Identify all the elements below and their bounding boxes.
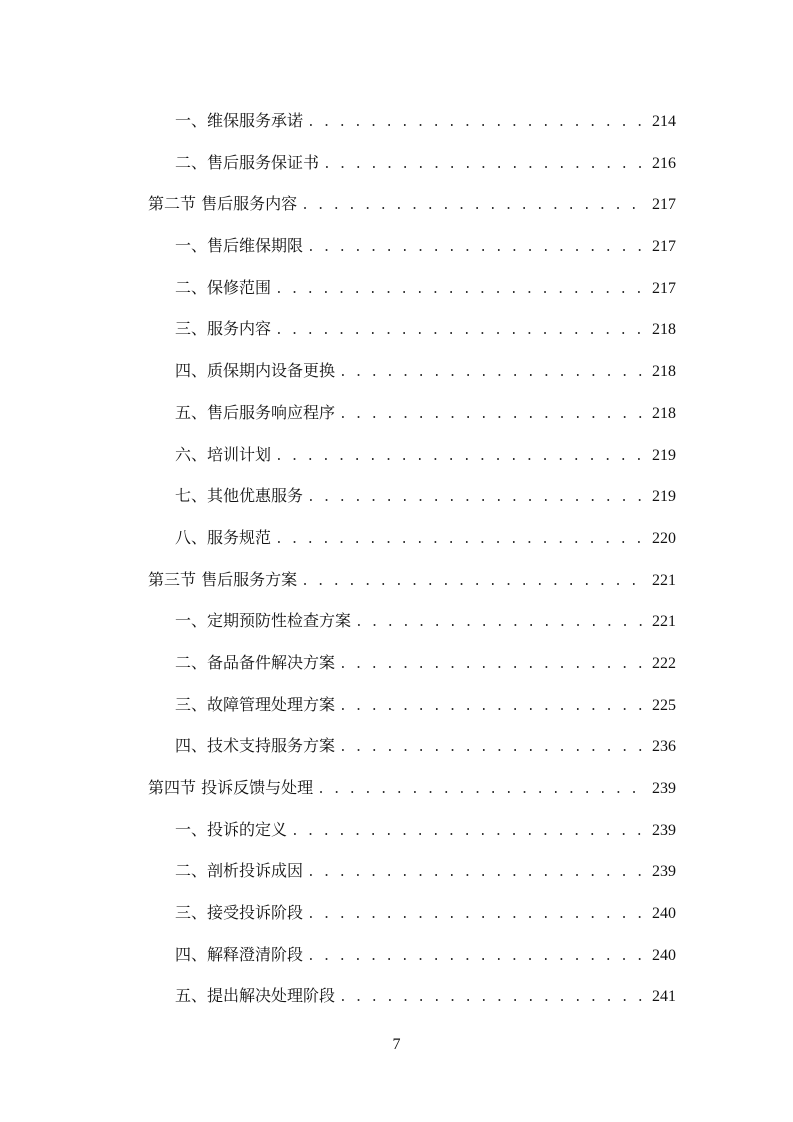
toc-entry-label: 一、维保服务承诺 [175,111,304,130]
toc-dot-leader [307,477,646,519]
toc-dot-leader [339,644,646,686]
toc-entry-page: 225 [652,696,676,714]
toc-entry-page: 239 [652,821,676,839]
toc-entry-label: 六、培训计划 [175,444,272,464]
toc-entry-page: 219 [652,488,676,506]
toc-entry-page: 221 [652,613,676,631]
toc-entry[interactable] [148,892,676,934]
toc-entry-label: 一、定期预防性检查方案 [175,611,352,631]
toc-entry-label: 三、服务内容 [175,319,272,339]
toc-entry[interactable] [148,475,676,517]
toc-entry[interactable] [148,725,676,767]
toc-entry-label: 三、接受投诉阶段 [175,903,304,923]
toc-entry-page: 217 [652,196,676,214]
toc-entry-page: 220 [652,529,676,547]
page-number: 7 [392,1036,401,1053]
toc-dot-leader [275,519,646,561]
toc-entry[interactable] [148,350,676,392]
toc-entry-page: 218 [652,321,676,339]
toc-dot-leader [339,727,646,769]
toc-entry-page: 241 [652,988,676,1006]
toc-entry-label: 第二节 售后服务内容 [148,194,298,214]
toc-entry[interactable] [148,600,676,642]
toc-entry-label: 七、其他优惠服务 [175,486,304,506]
toc-entry-page: 222 [652,654,676,672]
toc-entry-page: 240 [652,946,676,964]
toc-entry-label: 五、提出解决处理阶段 [175,986,336,1006]
toc-dot-leader [339,977,646,1019]
toc-entry-page: 217 [652,279,676,297]
toc-entry-label: 八、服务规范 [175,527,272,547]
toc-entry-label: 第四节 投诉反馈与处理 [148,778,314,797]
toc-entry[interactable] [148,100,676,142]
toc-entry[interactable] [148,809,676,851]
toc-entry-label: 二、备品备件解决方案 [175,652,336,672]
toc-entry-label: 二、剖析投诉成因 [175,861,304,881]
toc-dot-leader [339,352,646,394]
toc-section-entry[interactable] [148,559,676,601]
toc-dot-leader [291,811,646,853]
toc-dot-leader [307,936,646,978]
toc-entry-label: 三、故障管理处理方案 [175,694,336,714]
toc-entry-label: 四、技术支持服务方案 [175,736,336,756]
toc-entry-label: 第三节 售后服务方案 [148,569,298,589]
toc-dot-leader [301,185,646,227]
toc-entry-page: 221 [652,571,676,589]
toc-entry[interactable] [148,142,676,184]
toc-entry-label: 四、质保期内设备更换 [175,361,336,381]
toc-dot-leader [275,269,646,311]
toc-dot-leader [339,394,646,436]
toc-entry-page: 239 [652,863,676,881]
toc-dot-leader [307,227,646,269]
toc-entry-page: 218 [652,363,676,381]
toc-dot-leader [339,686,646,728]
toc-entry[interactable] [148,934,676,976]
toc-dot-leader [307,102,646,144]
toc-section-entry[interactable] [148,183,676,225]
toc-entry[interactable] [148,434,676,476]
toc-entry-label: 二、售后服务保证书 [175,152,320,172]
toc-section-entry[interactable] [148,767,676,809]
toc-dot-leader [355,602,646,644]
toc-entry-page: 214 [652,113,676,130]
toc-entry-page: 239 [652,780,676,797]
toc-entry-label: 二、保修范围 [175,277,272,297]
toc-entry[interactable] [148,225,676,267]
toc-entry[interactable] [148,517,676,559]
toc-entry[interactable] [148,267,676,309]
toc-entry-page: 217 [652,238,676,256]
toc-dot-leader [307,852,646,894]
toc-entry[interactable] [148,308,676,350]
toc-entry[interactable] [148,975,676,1017]
toc-dot-leader [275,436,646,478]
toc-entry-page: 216 [652,154,676,172]
toc-dot-leader [317,769,646,811]
toc-entry-page: 218 [652,404,676,422]
toc-dot-leader [301,561,646,603]
toc-entry-label: 五、售后服务响应程序 [175,402,336,422]
toc-entry-label: 一、投诉的定义 [175,819,288,839]
toc-entry[interactable] [148,850,676,892]
toc-dot-leader [307,894,646,936]
table-of-contents [148,100,676,1017]
toc-entry[interactable] [148,684,676,726]
toc-entry-page: 236 [652,738,676,756]
toc-entry-page: 240 [652,905,676,923]
toc-entry[interactable] [148,642,676,684]
toc-entry[interactable] [148,392,676,434]
toc-entry-label: 一、售后维保期限 [175,236,304,256]
toc-dot-leader [275,310,646,352]
toc-entry-page: 219 [652,446,676,464]
toc-dot-leader [323,144,646,186]
toc-entry-label: 四、解释澄清阶段 [175,944,304,964]
